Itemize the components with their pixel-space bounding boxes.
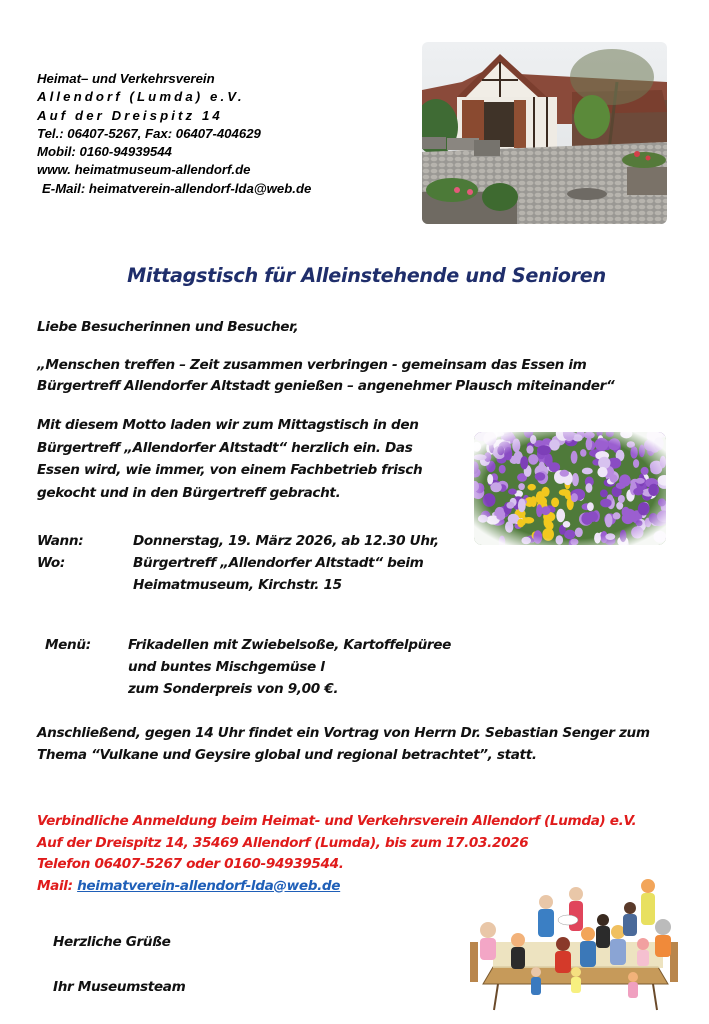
menu-line: zum Sonderpreis von 9,00 €. [128,681,339,697]
registration-email-link[interactable]: heimatverein-allendorf-lda@web.de [77,877,341,894]
organization-address-block [37,70,311,198]
when-value: Donnerstag, 19. März 2026, ab 12.30 Uhr, [133,533,439,549]
courtyard-image-icon [422,42,667,224]
org-website: www. heimatmuseum-allendorf.de [37,162,251,178]
org-name-line2: Allendorf (Lumda) e.V. [37,89,245,105]
menu-line: Frikadellen mit Zwiebelsoße, Kartoffelpüree [128,637,452,653]
lecture-line: Anschließend, gegen 14 Uhr findet ein Vortrag von Herrn Dr. Sebastian Senger zum [37,725,650,741]
event-where-row-2 [37,574,439,596]
family-dinner-clipart [458,872,690,1012]
menu-details [45,634,451,700]
menu-row [45,656,451,678]
event-details [37,530,439,596]
where-label: Wo: [37,555,65,571]
intro-line: Mit diesem Motto laden wir zum Mittagstisch in den [37,417,419,433]
intro-line: Bürgertreff „Allendorfer Altstadt“ herzlich ein. Das [37,439,413,456]
closing-signature: Ihr Museumsteam [53,979,186,995]
org-name-line1: Heimat– und Verkehrsverein [37,71,215,86]
org-street-address: Auf der Dreispitz 14 [37,107,223,123]
intro-paragraph [37,414,422,504]
intro-line: Essen wird, wie immer, von einem Fachbetrieb frisch [37,462,423,478]
greeting: Liebe Besucherinnen und Besucher, [37,319,299,335]
registration-line: Auf der Dreispitz 14, 35469 Allendorf (Lumda), bis zum 17.03.2026 [37,834,529,851]
where-value-line1: Bürgertreff „Allendorfer Altstadt“ beim [133,555,424,571]
registration-line: Telefon 06407-5267 oder 0160-94939544. [37,856,344,872]
family-dinner-image-icon [458,872,690,1012]
when-label: Wann: [37,533,84,549]
menu-label: Menü: [45,637,91,653]
lecture-line: Thema “Vulkane und Geysire global und regional betrachtet”, statt. [37,747,537,763]
org-mobile: Mobil: 0160-94939544 [37,144,172,160]
event-when-row [37,530,439,552]
where-value-line2: Heimatmuseum, Kirchstr. 15 [133,577,342,593]
lecture-paragraph [37,722,650,766]
org-phone-fax: Tel.: 06407-5267, Fax: 06407-404629 [37,125,261,141]
mail-label: Mail: [37,877,78,894]
page-title: Mittagstisch für Alleinstehende und Senioren [127,264,606,287]
closing-regards: Herzliche Grüße [53,934,171,950]
registration-line: Verbindliche Anmeldung beim Heimat- und Verkehrsverein Allendorf (Lumda) e.V. [37,813,637,829]
event-where-row [37,552,439,574]
crocus-image-icon [474,432,666,545]
courtyard-photo [422,42,667,224]
motto-line: „Menschen treffen – Zeit zusammen verbringen - gemeinsam das Essen im [37,357,587,373]
menu-row [45,634,451,656]
menu-row [45,678,451,700]
intro-line: gekocht und in den Bürgertreff gebracht. [37,484,341,501]
motto-line: Bürgertreff Allendorfer Altstadt genießen – angenehmer Plausch miteinander“ [37,378,615,394]
org-email: E-Mail: heimatverein-allendorf-lda@web.de [42,180,312,196]
menu-line: und buntes Mischgemüse l [128,659,325,675]
motto-quote [37,355,614,397]
crocus-photo [474,432,666,545]
